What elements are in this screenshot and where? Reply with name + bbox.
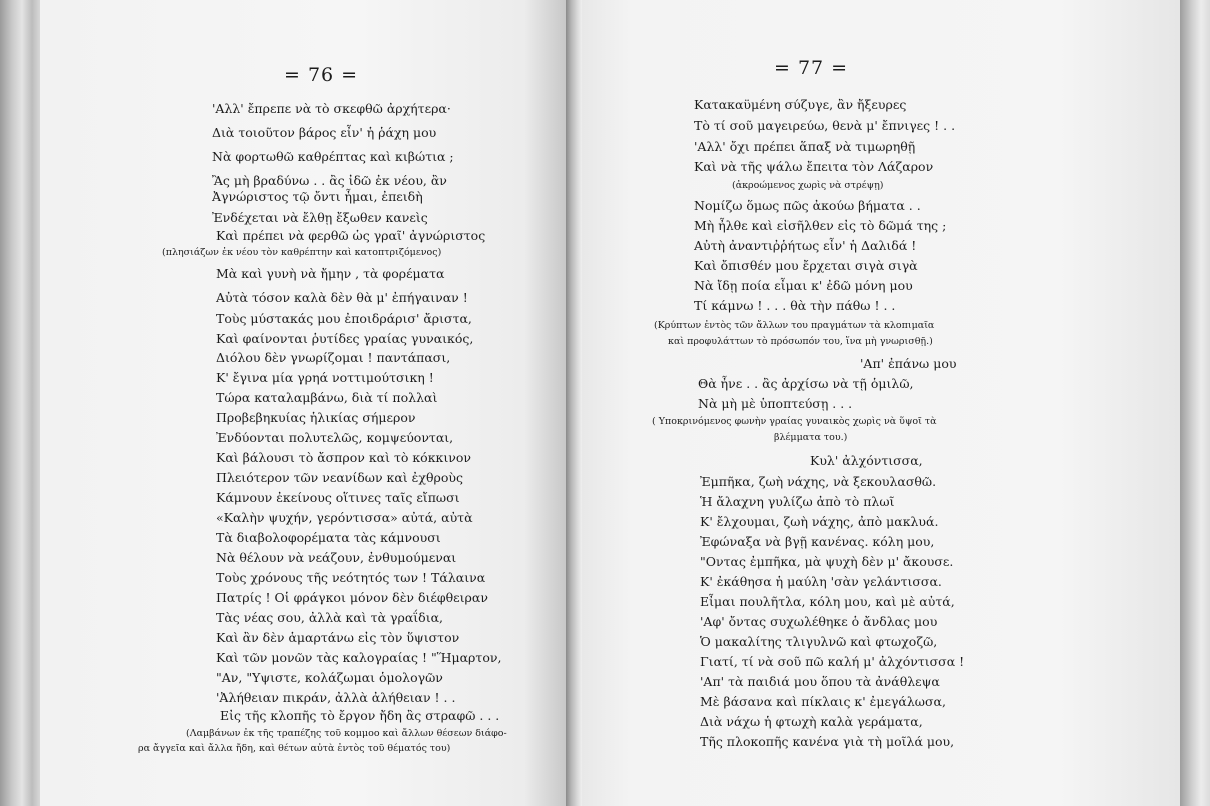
verse-line: Κ' ἔγινα μία γρηά νοττιμούτσικη !	[216, 370, 434, 385]
verse-line: Καὶ βάλουσι τὸ ἄσπρον καὶ τὸ κόκκινον	[216, 450, 471, 465]
verse-line: Κάμνουν ἐκείνους οἵτινες ταῖς εἴπωσι	[216, 490, 460, 505]
verse-line: "Αν, "Υψιστε, κολάζωμαι ὁμολογῶν	[216, 670, 443, 685]
stage-direction: βλέμματα του.)	[774, 432, 848, 443]
book-gutter	[566, 0, 582, 806]
verse-line: 'Απ' ἐπάνω μου	[860, 356, 957, 371]
verse-line: Τοὺς χρόνους τῆς νεότητός των ! Τάλαινα	[216, 570, 486, 585]
verse-line: Αὐτὰ τόσον καλὰ δὲν θὰ μ' ἐπήγαιναν !	[216, 290, 468, 305]
verse-line: Κυλ' ἀλχόντισσα,	[810, 453, 923, 468]
verse-line: Καὶ ὄπισθέν μου ἔρχεται σιγὰ σιγὰ	[694, 258, 918, 273]
verse-line: Κατακαϋμένη σύζυγε, ἂν ἤξευρες	[694, 97, 907, 112]
verse-line: Μὴ ἦλθε καὶ εἰσῆλθεν εἰς τὸ δῶμά της ;	[694, 218, 947, 233]
verse-line: Νὰ φορτωθῶ καθρέπτας καὶ κιβώτια ;	[212, 149, 454, 164]
stage-direction: (Λαμβάνων ἐκ τῆς τραπέζης τοῦ κομμοο καὶ ἄλλων θέσεων διάφο-	[186, 728, 507, 739]
verse-line: Καὶ τῶν μονῶν τὰς καλογραίας ! "Ἥμαρτον,	[216, 650, 502, 665]
verse-line: Εἰς τῆς κλοπῆς τὸ ἔργον ἤδη ἂς στραφῶ . . .	[220, 708, 500, 723]
verse-line: Διόλου δὲν γνωρίζομαι ! παντάπασι,	[216, 350, 451, 365]
verse-line: Ἐνδύονται πολυτελῶς, κομψεύονται,	[216, 430, 454, 445]
verse-line: 'Αλλ' ἔπρεπε νὰ τὸ σκεφθῶ ἀρχήτερα·	[212, 101, 451, 116]
stage-direction: ( Υποκρινόμενος φωνὴν γραίας γυναικὸς χωρὶς νὰ ὕψοῖ τὰ	[652, 416, 937, 427]
verse-line: Τὰ διαβολοφορέματα τὰς κάμνουσι	[216, 530, 441, 545]
verse-line: Μὰ καὶ γυνὴ νὰ ἤμην , τὰ φορέματα	[216, 266, 445, 281]
verse-line: Ἀγνώριστος τῷ ὄντι ἦμαι, ἐπειδὴ	[212, 189, 423, 204]
verse-line: Τώρα καταλαμβάνω, διὰ τί πολλαὶ	[216, 390, 438, 405]
verse-line: Προβεβηκυίας ἡλικίας σήμερον	[216, 410, 416, 425]
verse-line: Διὰ νάχω ἡ φτωχὴ καλὰ γεράματα,	[700, 714, 923, 729]
verse-line: Ἡ ἄλαχνη γυλίζω ἀπὸ τὸ πλωῖ	[700, 494, 895, 509]
stage-direction: καὶ προφυλάττων τὸ πρόσωπόν του, ἵνα μὴ γνωρισθῇ.)	[668, 336, 933, 347]
verse-line: 'Απ' τὰ παιδιά μου ὅπου τὰ ἀνάθλεψα	[700, 674, 940, 689]
stage-direction: (ἀκροώμενος χωρὶς νὰ στρέψῃ)	[732, 180, 884, 191]
verse-line: Τὸ τί σοῦ μαγειρεύω, θενὰ μ' ἔπνιγες ! . .	[694, 118, 956, 133]
verse-line: 'Αλλ' ὄχι πρέπει ἅπαξ νὰ τιμωρηθῇ	[694, 139, 916, 154]
verse-line: Πατρίς ! Οἱ φράγκοι μόνον δὲν διέφθειραν	[216, 590, 488, 605]
verse-line: Θὰ ἦνε . . ἂς ἀρχίσω νὰ τῇ ὁμιλῶ,	[698, 376, 914, 391]
right-page	[582, 0, 1180, 806]
left-page	[40, 0, 566, 806]
verse-line: Νὰ θέλουν νὰ νεάζουν, ἐνθυμούμεναι	[216, 550, 457, 565]
book-right-edge	[1180, 0, 1210, 806]
page-number: = 76 =	[284, 64, 359, 86]
verse-line: Ἂς μὴ βραδύνω . . ἂς ἰδῶ ἐκ νέου, ἂν	[212, 173, 447, 188]
verse-line: Τοὺς μύστακάς μου ἐποιδράρισ' ἄριστα,	[216, 311, 472, 326]
verse-line: Καὶ νὰ τῆς ψάλω ἔπειτα τὸν Λάζαρον	[694, 159, 934, 174]
verse-line: 'Αφ' ὄντας συχωλέθηκε ὁ ἄνδλας μου	[700, 614, 938, 629]
verse-line: Νὰ ἴδῃ ποία εἶμαι κ' ἐδῶ μόνη μου	[694, 278, 913, 293]
stage-direction: (Κρύπτων ἐντὸς τῶν ἄλλων του πραγμάτων τὰ κλοπιμαῖα	[654, 320, 935, 331]
book-left-edge	[0, 0, 40, 806]
verse-line: Διὰ τοιοῦτον βάρος εἶν' ἡ ῥάχη μου	[212, 125, 437, 140]
verse-line: 'Ἀλήθειαν πικράν, ἀλλὰ ἀλήθειαν ! . .	[216, 690, 456, 705]
verse-line: Ἐφώναξα νὰ βγῇ κανένας. κόλη μου,	[700, 534, 935, 549]
verse-line: Κ' ἔλχουμαι, ζωὴ νάχης, ἀπὸ μακλυά.	[700, 514, 939, 529]
verse-line: Γιατί, τί νὰ σοῦ πῶ καλή μ' ἀλχόντισσα !	[700, 654, 965, 669]
page-number: = 77 =	[774, 57, 849, 79]
verse-line: Πλειότερον τῶν νεανίδων καὶ ἐχθροὺς	[216, 470, 463, 485]
verse-line: Κ' ἐκάθησα ἡ μαύλη 'σὰν γελάντισσα.	[700, 574, 942, 589]
verse-line: Ἐμπῆκα, ζωὴ νάχης, νὰ ξεκουλασθῶ.	[700, 474, 937, 489]
verse-line: Ὁ μακαλίτης τλιγυλνῶ καὶ φτωχοζῶ,	[700, 634, 938, 649]
verse-line: Τί κάμνω ! . . . θὰ τὴν πάθω ! . .	[694, 298, 896, 313]
verse-line: Νομίζω ὅμως πῶς ἀκούω βήματα . .	[694, 198, 921, 213]
stage-direction: ρα ἄγγεῖα καὶ ἄλλα ἤδη, καὶ θέτων αὐτὰ ἐντὸς τοῦ θέματός του)	[138, 743, 451, 754]
verse-line: Καὶ πρέπει νὰ φερθῶ ὡς γραῖ' ἀγνώριστος	[216, 228, 486, 243]
verse-line: Καὶ φαίνονται ῥυτίδες γραίας γυναικός,	[216, 331, 474, 346]
verse-line: Τῆς πλοκοπῆς κανένα γιὰ τὴ μοῖλά μου,	[700, 734, 955, 749]
verse-line: "Οντας ἐμπῆκα, μὰ ψυχὴ δὲν μ' ἄκουσε.	[700, 554, 954, 569]
verse-line: Ἐνδέχεται νὰ ἔλθῃ ἔξωθεν κανεὶς	[212, 210, 428, 225]
verse-line: «Καλὴν ψυχήν, γερόντισσα» αὐτά, αὐτὰ	[216, 510, 473, 525]
verse-line: Τὰς νέας σου, ἀλλὰ καὶ τὰ γραΐδια,	[216, 610, 444, 625]
verse-line: Μὲ βάσανα καὶ πίκλαις κ' ἐμεγάλωσα,	[700, 694, 946, 709]
stage-direction: (πλησιάζων ἐκ νέου τὸν καθρέπτην καὶ κατοπτριζόμενος)	[162, 247, 442, 258]
verse-line: Νὰ μὴ μὲ ὑποπτεύσῃ . . .	[698, 396, 853, 411]
verse-line: Καὶ ἂν δὲν ἁμαρτάνω εἰς τὸν ὕψιστον	[216, 630, 460, 645]
verse-line: Αὐτὴ ἀναντιῤῥήτως εἶν' ἡ Δαλιδά !	[694, 238, 917, 253]
verse-line: Εἶμαι πουλῆτλα, κόλη μου, καὶ μὲ αὐτά,	[700, 594, 955, 609]
